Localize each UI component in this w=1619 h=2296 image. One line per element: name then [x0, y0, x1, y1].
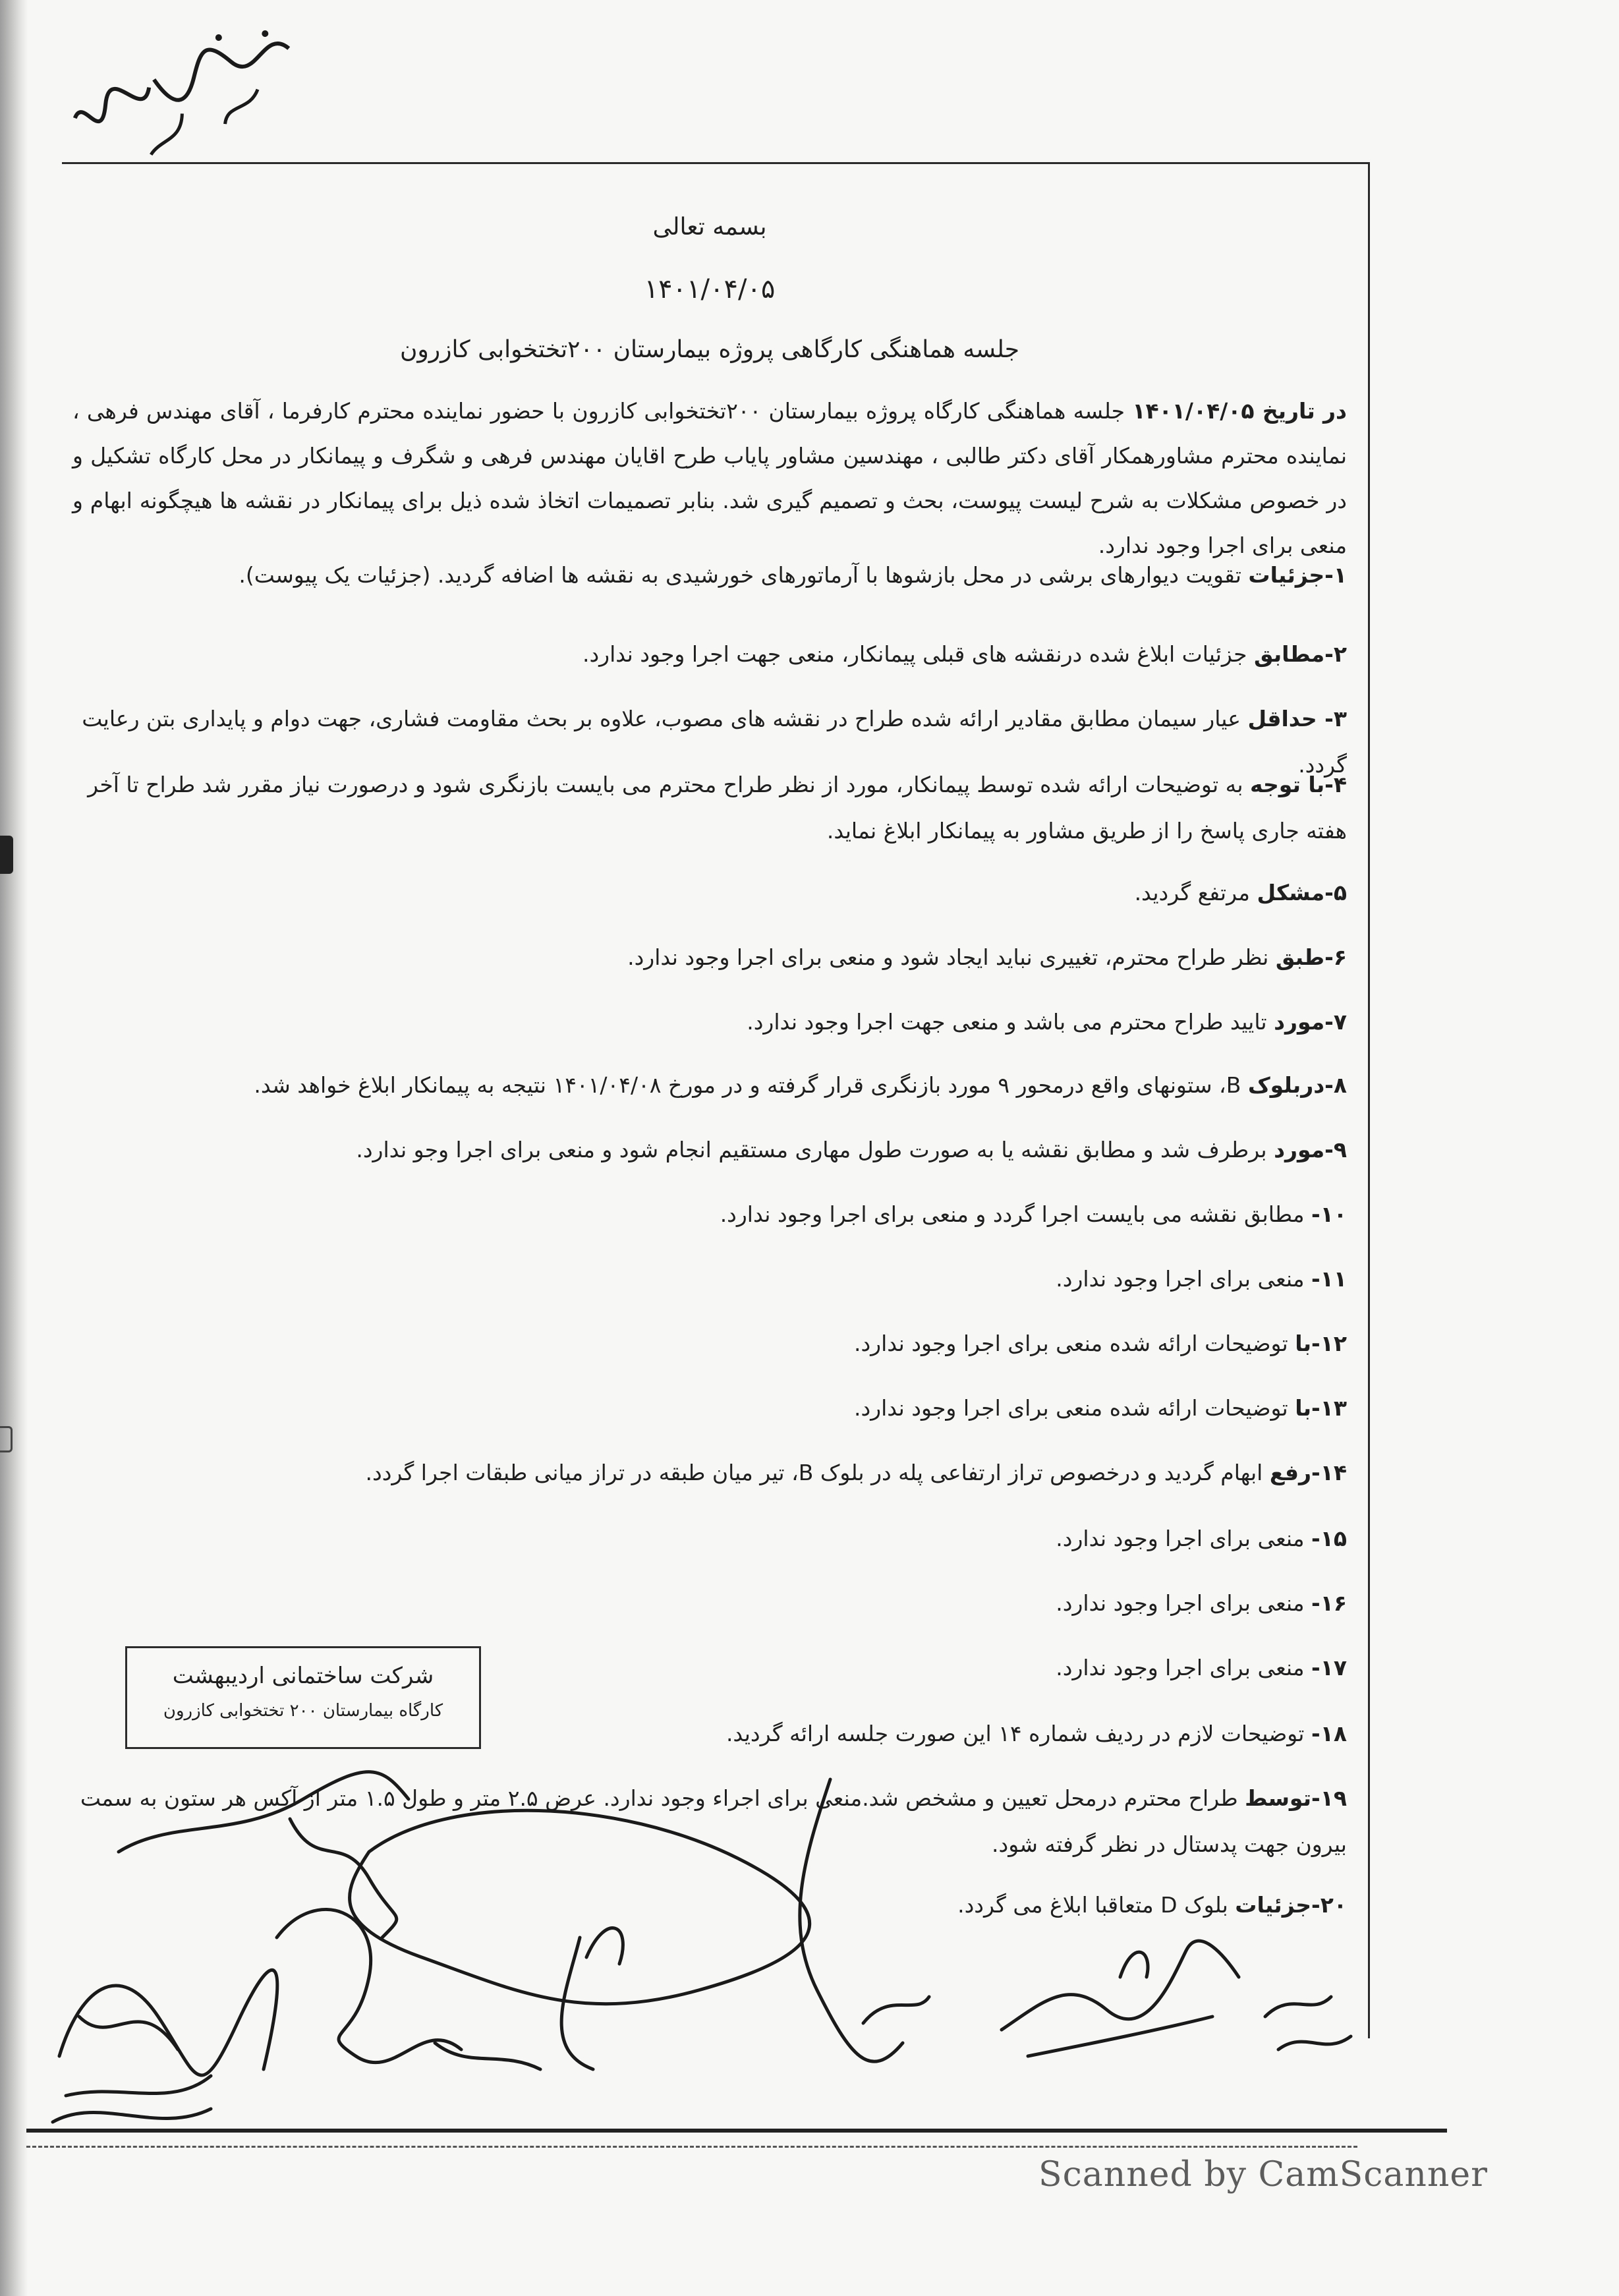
item-number: ۱-جزئیات	[1248, 562, 1347, 588]
item-number: ۹-مورد	[1274, 1137, 1347, 1162]
doc-heading: بسمه تعالی	[652, 214, 767, 241]
item-text: منعی برای اجرا وجود ندارد.	[1056, 1590, 1311, 1616]
intro-body: جلسه هماهنگی کارگاه پروژه بیمارستان ۲۰۰تختخوابی کازرون با حضور نماینده محترم کارفرما ، آقای مهندس فرهی ، نماینده محترم مشاورهمکار آقای دکتر طالبی ، مهندسین مشاور پایاب طرح اقایان مهندس فرهی و شگرف و پیمانکار در محل کارگاه تشکیل و در خصوص مشکلات به شرح لیست پیوست، بحث و تصمیم گیری شد. بنابر تصمیمات اتخاذ شده ذیل برای پیمانکار در نقشه ها هیچگونه ابهام و منعی برای اجرا وجود ندارد.	[72, 398, 1347, 558]
item-number: ۱۳-با	[1295, 1395, 1347, 1421]
item-text: طراح محترم درمحل تعیین و مشخص شد.منعی برای اجراء وجود ندارد. عرض ۲.۵ متر و طول ۱.۵ متر از آکس هر ستون به سمت بیرون جهت پدستال در نظر گرفته شود.	[80, 1785, 1347, 1857]
signatures	[40, 1740, 1357, 2162]
list-item	[72, 934, 1347, 981]
item-number: ۱۴-رفع	[1269, 1460, 1347, 1485]
item-text: به توضیحات ارائه شده توسط پیمانکار، مورد از نظر طراح محترم می بایست بازنگری شود و درصورت نیاز مقرر شد طراح تا آخر هفته جاری پاسخ را از طریق مشاور به پیمانکار ابلاغ نماید.	[88, 772, 1347, 844]
item-number: ۱۹-توسط	[1245, 1785, 1347, 1811]
list-item	[72, 1062, 1347, 1108]
item-number: ۶-طبق	[1275, 944, 1347, 970]
signature-2	[119, 1772, 409, 1937]
camscanner-watermark: Scanned by CamScanner	[1038, 2155, 1488, 2195]
signature-1	[53, 1970, 277, 2122]
stamp-company-name: شرکت ساختمانی اردیبهشت	[172, 1663, 434, 1689]
item-number: ۱۸-	[1311, 1721, 1347, 1746]
item-text: منعی برای اجرا وجود ندارد.	[1056, 1526, 1311, 1551]
item-text: توضیحات ارائه شده منعی برای اجرا وجود ندارد.	[853, 1395, 1295, 1421]
scan-bottom-rule	[26, 2129, 1447, 2133]
doc-subject: جلسه هماهنگی کارگاهی پروژه بیمارستان ۲۰۰تختخوابی کازرون	[399, 336, 1020, 363]
list-item	[72, 1256, 1347, 1302]
signature-6	[1002, 1941, 1239, 2056]
doc-date: ۱۴۰۱/۰۴/۰۵	[644, 274, 776, 304]
binder-hole-mark	[0, 1426, 13, 1452]
list-item	[72, 1385, 1347, 1431]
intro-lead: در تاریخ ۱۴۰۱/۰۴/۰۵	[1132, 398, 1347, 424]
item-number: ۳- حداقل	[1247, 706, 1347, 732]
signature-4	[350, 1810, 810, 2069]
item-number: ۱۱-	[1311, 1266, 1347, 1292]
binder-hole-mark	[0, 836, 13, 874]
item-text: مطابق نقشه می بایست اجرا گردد و منعی برای اجرا وجود ندارد.	[720, 1201, 1311, 1227]
item-text: منعی برای اجرا وجود ندارد.	[1056, 1655, 1311, 1680]
item-number: ۲-مطابق	[1254, 641, 1347, 667]
item-text: مرتفع گردید.	[1134, 880, 1257, 905]
list-item	[72, 1580, 1347, 1626]
signature-7	[1265, 1997, 1351, 2050]
item-number: ۲۰-جزئیات	[1235, 1892, 1347, 1918]
signature-3	[277, 1909, 540, 2069]
list-item	[72, 999, 1347, 1045]
item-text: تایید طراح محترم می باشد و منعی جهت اجرا وجود ندارد.	[747, 1009, 1274, 1035]
intro-paragraph	[72, 389, 1347, 568]
list-item	[72, 1321, 1347, 1367]
list-item	[72, 1191, 1347, 1238]
item-text: تقویت دیوارهای برشی در محل بازشوها با آرماتورهای خورشیدی به نقشه ها اضافه گردید. (جزئیات یک پیوست).	[239, 562, 1249, 588]
list-item	[72, 1516, 1347, 1562]
item-number: ۸-دربلوک	[1247, 1072, 1347, 1098]
item-text: منعی برای اجرا وجود ندارد.	[1056, 1266, 1311, 1292]
item-text: عیار سیمان مطابق مقادیر ارائه شده طراح در نقشه های مصوب، علاوه بر بحث مقاومت فشاری، جهت دوام و پایداری بتن رعایت گردد.	[82, 706, 1347, 778]
item-number: ۴-با توجه	[1250, 772, 1347, 797]
item-text: توضیحات ارائه شده منعی برای اجرا وجود ندارد.	[853, 1331, 1295, 1356]
company-stamp	[125, 1646, 481, 1749]
item-number: ۱۶-	[1311, 1590, 1347, 1616]
list-item	[72, 631, 1347, 677]
list-item	[72, 762, 1347, 854]
item-text: جزئیات ابلاغ شده درنقشه های قبلی پیمانکار، منعی جهت اجرا وجود ندارد.	[582, 641, 1255, 667]
list-item	[72, 870, 1347, 916]
list-item	[72, 552, 1347, 598]
item-text: بلوک D متعاقبا ابلاغ می گردد.	[957, 1892, 1236, 1918]
scan-bottom-rule-dashed	[26, 2146, 1357, 2149]
item-text: ابهام گردید و درخصوص تراز ارتفاعی پله در بلوک B، تیر میان طبقه در تراز میانی طبقات اجرا گردد.	[365, 1460, 1270, 1485]
stamp-site-name: کارگاه بیمارستان ۲۰۰ تختخوابی کازرون	[163, 1701, 443, 1721]
item-number: ۱۰-	[1311, 1201, 1347, 1227]
item-text: B، ستونهای واقع درمحور ۹ مورد بازنگری قرار گرفته و در مورخ ۱۴۰۱/۰۴/۰۸ نتیجه به پیمانکار ابلاغ خواهد شد.	[254, 1072, 1248, 1098]
item-text: نظر طراح محترم، تغییری نباید ایجاد شود و منعی برای اجرا وجود ندارد.	[627, 944, 1276, 970]
item-number: ۷-مورد	[1274, 1009, 1347, 1035]
item-number: ۵-مشکل	[1257, 880, 1347, 905]
item-number: ۱۵-	[1311, 1526, 1347, 1551]
item-text: توضیحات لازم در ردیف شماره ۱۴ این صورت جلسه ارائه گردید.	[725, 1721, 1311, 1746]
item-number: ۱۷-	[1311, 1655, 1347, 1680]
item-number: ۱۲-با	[1295, 1331, 1347, 1356]
list-item	[72, 1127, 1347, 1173]
signature-5	[800, 1779, 929, 2061]
item-text: برطرف شد و مطابق نقشه یا به صورت طول مهاری مستقیم انجام شود و منعی برای اجرا وجو ندارد.	[356, 1137, 1274, 1162]
list-item	[72, 1450, 1347, 1496]
scan-edge-shadow	[0, 0, 28, 2296]
